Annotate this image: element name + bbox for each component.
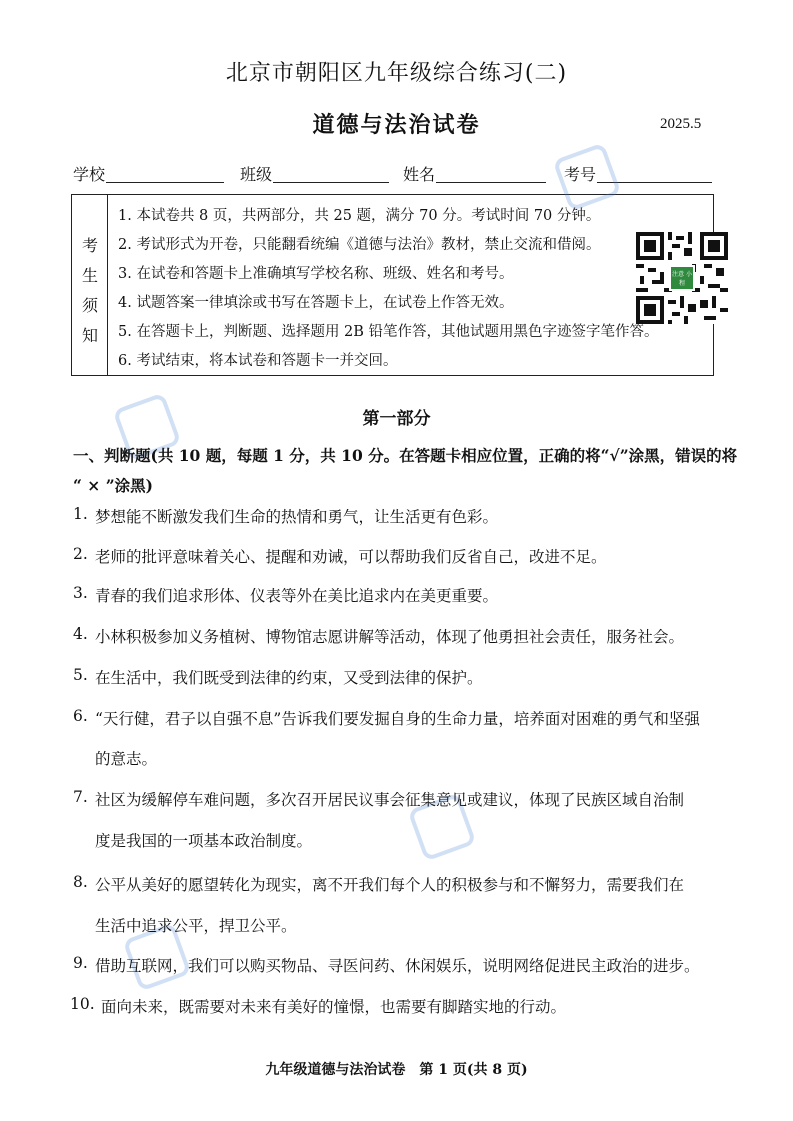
question-text: 青春的我们追求形体、仪表等外在美比追求内在美更重要。 (95, 587, 499, 605)
notice-side-char: 考 (81, 236, 98, 255)
question-number: 9. (73, 954, 88, 972)
section-instruction-cont: “ × ”涂黑) (73, 476, 153, 495)
subject-title: 道德与法治试卷 (312, 112, 481, 138)
field-label-class: 班级 (240, 165, 273, 184)
notice-line: 4. 试题答案一律填涂或书写在答题卡上，在试卷上作答无效。 (118, 295, 514, 311)
field-label-id: 考号 (564, 165, 597, 184)
part-heading: 第一部分 (362, 409, 431, 429)
question-text: 借助互联网，我们可以购买物品、寻医问药、休闲娱乐，说明网络促进民主政治的进步。 (95, 957, 700, 975)
notice-line: 3. 在试卷和答题卡上准确填写学校名称、班级、姓名和考号。 (118, 266, 514, 282)
question-number: 8. (73, 873, 88, 891)
notice-line: 2. 考试形式为开卷，只能翻看统编《道德与法治》教材，禁止交流和借阅。 (118, 237, 601, 253)
exam-title: 北京市朝阳区九年级综合练习(二) (225, 61, 568, 86)
class-field (273, 182, 389, 183)
notice-line: 1. 本试卷共 8 页，共两部分，共 25 题，满分 70 分。考试时间 70 分钟。 (118, 208, 601, 224)
notice-line: 6. 考试结束，将本试卷和答题卡一并交回。 (118, 353, 398, 369)
page-footer: 九年级道德与法治试卷 第 1 页(共 8 页) (265, 1062, 528, 1078)
school-field (106, 182, 224, 183)
question-text: 老师的批评意味着关心、提醒和劝诫，可以帮助我们反省自己，改进不足。 (95, 548, 607, 566)
question-text: 公平从美好的愿望转化为现实，离不开我们每个人的积极参与和不懈努力，需要我们在 (95, 876, 685, 894)
question-text: 面向未来，既需要对未来有美好的憧憬，也需要有脚踏实地的行动。 (101, 998, 567, 1016)
exam-notice-box (71, 194, 714, 376)
question-number: 5. (73, 666, 88, 684)
question-text: “天行健，君子以自强不息”告诉我们要发掘自身的生命力量，培养面对困难的勇气和坚强 (95, 710, 700, 728)
notice-side-label (72, 195, 108, 375)
question-number: 7. (73, 788, 88, 806)
notice-side-char: 须 (81, 296, 98, 315)
field-label-name: 姓名 (403, 165, 436, 184)
section-instruction: 一、判断题(共 10 题，每题 1 分，共 10 分。在答题卡相应位置，正确的将“√”涂黑，错误的将 (73, 446, 738, 465)
exam-date: 2025.5 (660, 116, 702, 132)
question-text: 梦想能不断激发我们生命的热情和勇气，让生活更有色彩。 (95, 508, 499, 526)
notice-line: 5. 在答题卡上，判断题、选择题用 2B 铅笔作答，其他试题用黑色字迹签字笔作答。 (118, 324, 659, 340)
question-number: 2. (73, 545, 88, 563)
question-number: 4. (73, 625, 88, 643)
question-number: 6. (73, 707, 88, 725)
question-text-cont: 生活中追求公平，捍卫公平。 (95, 917, 297, 935)
question-text-cont: 度是我国的一项基本政治制度。 (95, 832, 313, 850)
question-text: 社区为缓解停车难问题，多次召开居民议事会征集意见或建议，体现了民族区域自治制 (95, 791, 685, 809)
notice-side-char: 知 (81, 326, 98, 345)
notice-side-char: 生 (81, 266, 98, 285)
field-label-school: 学校 (73, 165, 106, 184)
question-number: 3. (73, 584, 88, 602)
question-number: 1. (73, 505, 88, 523)
name-field (436, 182, 546, 183)
qr-badge: 注意 小程 (669, 265, 695, 291)
question-number: 10. (70, 995, 95, 1013)
question-text: 在生活中，我们既受到法律的约束，又受到法律的保护。 (95, 669, 483, 687)
qr-code[interactable] (636, 232, 728, 324)
exam-id-field (597, 182, 712, 183)
question-text: 小林积极参加义务植树、博物馆志愿讲解等活动，体现了他勇担社会责任，服务社会。 (95, 628, 685, 646)
question-text-cont: 的意志。 (95, 750, 158, 768)
